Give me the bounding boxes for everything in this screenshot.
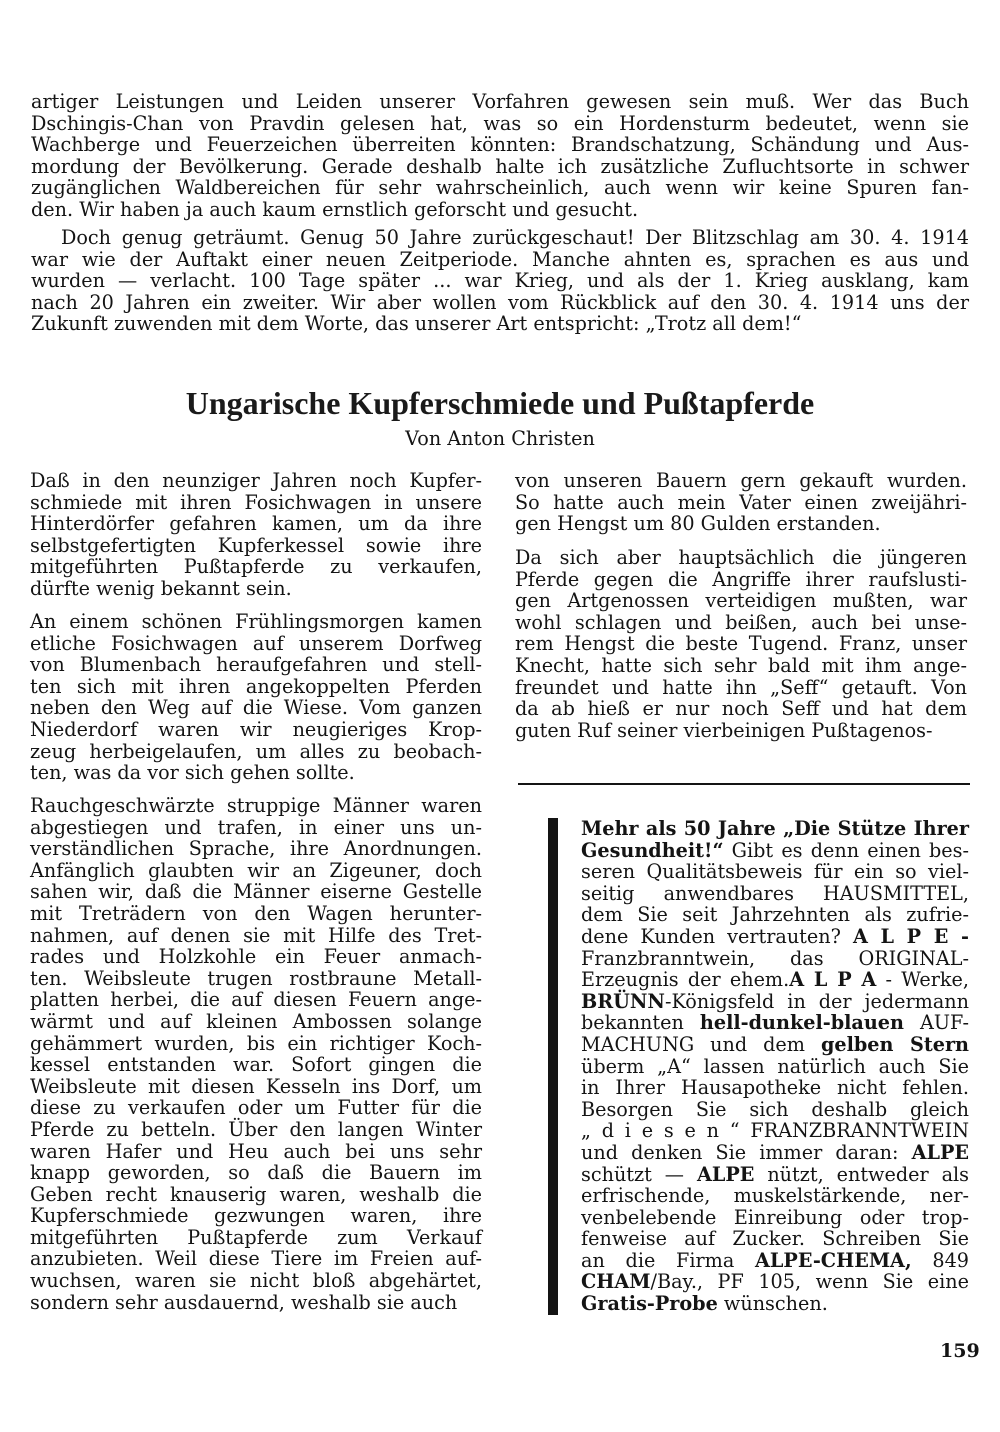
text-line: knapp geworden, so daß die Bauern im xyxy=(30,1161,482,1185)
text-line: abgestiegen und trafen, in einer uns un- xyxy=(30,815,482,839)
text-line: rem Hengst die beste Tugend. Franz, unser xyxy=(515,632,967,656)
text-line: Kupferschmiede gezwungen waren, ihre xyxy=(30,1204,482,1228)
text-line: Geben recht knauserig waren, weshalb die xyxy=(30,1182,482,1206)
text-line: dürfte wenig bekannt sein. xyxy=(30,576,292,600)
text-line: da ab hieß er nur noch Seff und hat dem xyxy=(515,697,967,721)
text-line: nach 20 Jahren ein zweiter. Wir aber wollen vom Rückblick auf den 30. 4. 1914 uns der xyxy=(31,290,969,314)
text-line: zugänglichen Waldbereichen für sehr wahrscheinlich, auch wenn wir keine Spuren fan- xyxy=(31,176,969,200)
text-line: Doch genug geträumt. Genug 50 Jahre zurückgeschaut! Der Blitzschlag am 30. 4. 1914 xyxy=(61,226,969,249)
text-line: sondern sehr ausdauernd, weshalb sie auch xyxy=(30,1290,458,1314)
text-line: mit Treträdern von den Wagen herunter- xyxy=(30,901,482,925)
article-byline: Von Anton Christen xyxy=(405,427,595,450)
text-line: Knecht, hatte sich sehr bald mit ihm ange- xyxy=(515,653,967,677)
text-line: sahen wir, daß die Männer eiserne Gestelle xyxy=(30,880,482,904)
text-line: ten sich mit ihren angekoppelten Pferden xyxy=(30,674,482,698)
text-line: kessel entstanden war. Sofort gingen die xyxy=(30,1053,482,1077)
text-line: Pferde gegen die Angriffe ihrer raufslusti- xyxy=(515,567,967,591)
text-line: diese zu verkaufen oder um Futter für die xyxy=(30,1096,482,1120)
text-line: war wie der Auftakt einer neuen Zeitperiode. Manche ahnten es, sprachen es aus und xyxy=(31,247,969,271)
text-line: mitgeführten Pußtapferde zum Verkauf xyxy=(30,1225,482,1249)
text-line: zeug herbeigelaufen, um alles zu beobach- xyxy=(30,739,482,763)
text-line: mitgeführten Pußtapferde zu verkaufen, xyxy=(30,555,482,579)
text-line: selbstgefertigten Kupferkessel sowie ihre xyxy=(30,533,482,557)
text-line: Da sich aber hauptsächlich die jüngeren xyxy=(515,546,967,569)
page-number: 159 xyxy=(940,1340,980,1362)
text-line: Zukunft zuwenden mit dem Worte, das unserer Art entspricht: „Trotz all dem!“ xyxy=(31,312,802,336)
article-title: Ungarische Kupferschmiede und Pußtapferde xyxy=(185,385,815,421)
text-line: wärmt und auf kleinen Ambossen solange xyxy=(30,1009,482,1033)
text-line: wuchsen, waren sie nicht bloß abgehärtet, xyxy=(30,1269,482,1293)
text-line: anzubieten. Weil diese Tiere im Freien auf- xyxy=(30,1247,482,1271)
text-line: artiger Leistungen und Leiden unserer Vorfahren gewesen sein muß. Wer das Buch xyxy=(31,90,969,113)
advertisement-bar xyxy=(548,818,558,1315)
text-line: So hatte auch mein Vater einen zweijähri- xyxy=(515,490,967,514)
text-line: gehämmert wurden, bis ein richtiger Koch- xyxy=(30,1031,482,1055)
text-line: Wachberge und Feuerzeichen überreiten könnten: Brandschatzung, Schändung und Aus- xyxy=(31,133,969,157)
text-line: gen Hengst um 80 Gulden erstanden. xyxy=(515,512,881,536)
text-line: Daß in den neunziger Jahren noch Kupfer- xyxy=(30,469,482,492)
text-line: Pferde zu betteln. Über den langen Winter xyxy=(30,1117,482,1141)
text-line: verständlichen Sprache, ihre Anordnungen. xyxy=(30,837,482,861)
article-paragraph xyxy=(515,470,967,535)
text-line: nahmen, auf denen sie mit Hilfe des Tret- xyxy=(30,923,482,947)
advertisement-text: Mehr als 50 Jahre „Die Stütze Ihrer Gesundheit!“ Gibt es denn einen bes- seren Qualitätsbeweis für ein so viel- seitig anwendbares HAUSMITTEL, dem Sie seit Jahrzehnten als zufrie- dene Kunden vertrauten? A L P E - Franzbranntwein, das ORIGINAL- Erzeugnis der ehem.A L P A - Werke, BRÜNN-Königsfeld in der jedermann bekannten hell-dunkel-blauen AUF- MACHUNG und dem gelben Stern überm „A“ lassen natürlich auch Sie in Ihrer Hausapotheke nicht fehlen. Besorgen Sie sich deshalb gleich „ d i e s e n “ FRANZBRANNTWEIN und denken Sie immer daran: ALPE schützt — ALPE nützt, entweder als erfrischende, muskelstärkende, ner- venbelebende Einreibung oder trop- fenweise auf Zucker. Schreiben Sie an die Firma ALPE-CHEMA, 849 CHAM/Bay., PF 105, wenn Sie eine Gratis-Probe wünschen. xyxy=(581,817,970,1316)
text-line: von unseren Bauern gern gekauft wurden. xyxy=(515,469,967,492)
article-paragraph xyxy=(515,547,967,741)
text-line: von Blumenbach heraufgefahren und stell- xyxy=(30,653,482,677)
text-line: gen Artgenossen verteidigen mußten, war xyxy=(515,589,967,613)
text-line: Hinterdörfer gefahren kamen, um da ihre xyxy=(30,512,482,536)
text-line: den. Wir haben ja auch kaum ernstlich geforscht und gesucht. xyxy=(31,197,639,221)
text-line: wurden — verlacht. 100 Tage später ... war Krieg, und als der 1. Krieg ausklang, kam xyxy=(31,269,969,293)
text-line: rades und Holzkohle ein Feuer anmach- xyxy=(30,945,482,969)
text-line: neben den Weg auf die Wiese. Vom ganzen xyxy=(30,696,482,720)
text-line: Weibsleute mit diesen Kesseln ins Dorf, um xyxy=(30,1074,482,1098)
text-line: etliche Fosichwagen auf unserem Dorfweg xyxy=(30,631,482,655)
text-line: Niederdorf waren wir neugieriges Krop- xyxy=(30,717,482,741)
text-line: ten, was da vor sich gehen sollte. xyxy=(30,761,355,785)
text-line: Dschingis-Chan von Pravdin gelesen hat, was so ein Hordensturm bedeutet, wenn sie xyxy=(31,111,969,135)
text-line: Rauchgeschwärzte struppige Männer waren xyxy=(30,794,482,817)
column-divider-rule xyxy=(518,783,970,785)
text-line: schmiede mit ihren Fosichwagen in unsere xyxy=(30,490,482,514)
text-line: freundet und hatte ihn „Seff“ getauft. Von xyxy=(515,675,967,699)
text-line: An einem schönen Frühlingsmorgen kamen xyxy=(30,610,482,633)
text-line: wohl schlagen und beißen, auch bei unse- xyxy=(515,610,967,634)
text-line: platten herbei, die auf diesen Feuern ange- xyxy=(30,988,482,1012)
text-line: ten. Weibsleute trugen rostbraune Metall- xyxy=(30,966,482,990)
text-line: Anfänglich glaubten wir an Zigeuner, doch xyxy=(30,858,482,882)
text-line: waren Hafer und Heu auch bei uns sehr xyxy=(30,1139,482,1163)
text-line: guten Ruf seiner vierbeinigen Pußtagenos- xyxy=(515,718,933,742)
text-line: mordung der Bevölkerung. Gerade deshalb halte ich zusätzliche Zufluchtsorte in schwer xyxy=(31,154,969,178)
